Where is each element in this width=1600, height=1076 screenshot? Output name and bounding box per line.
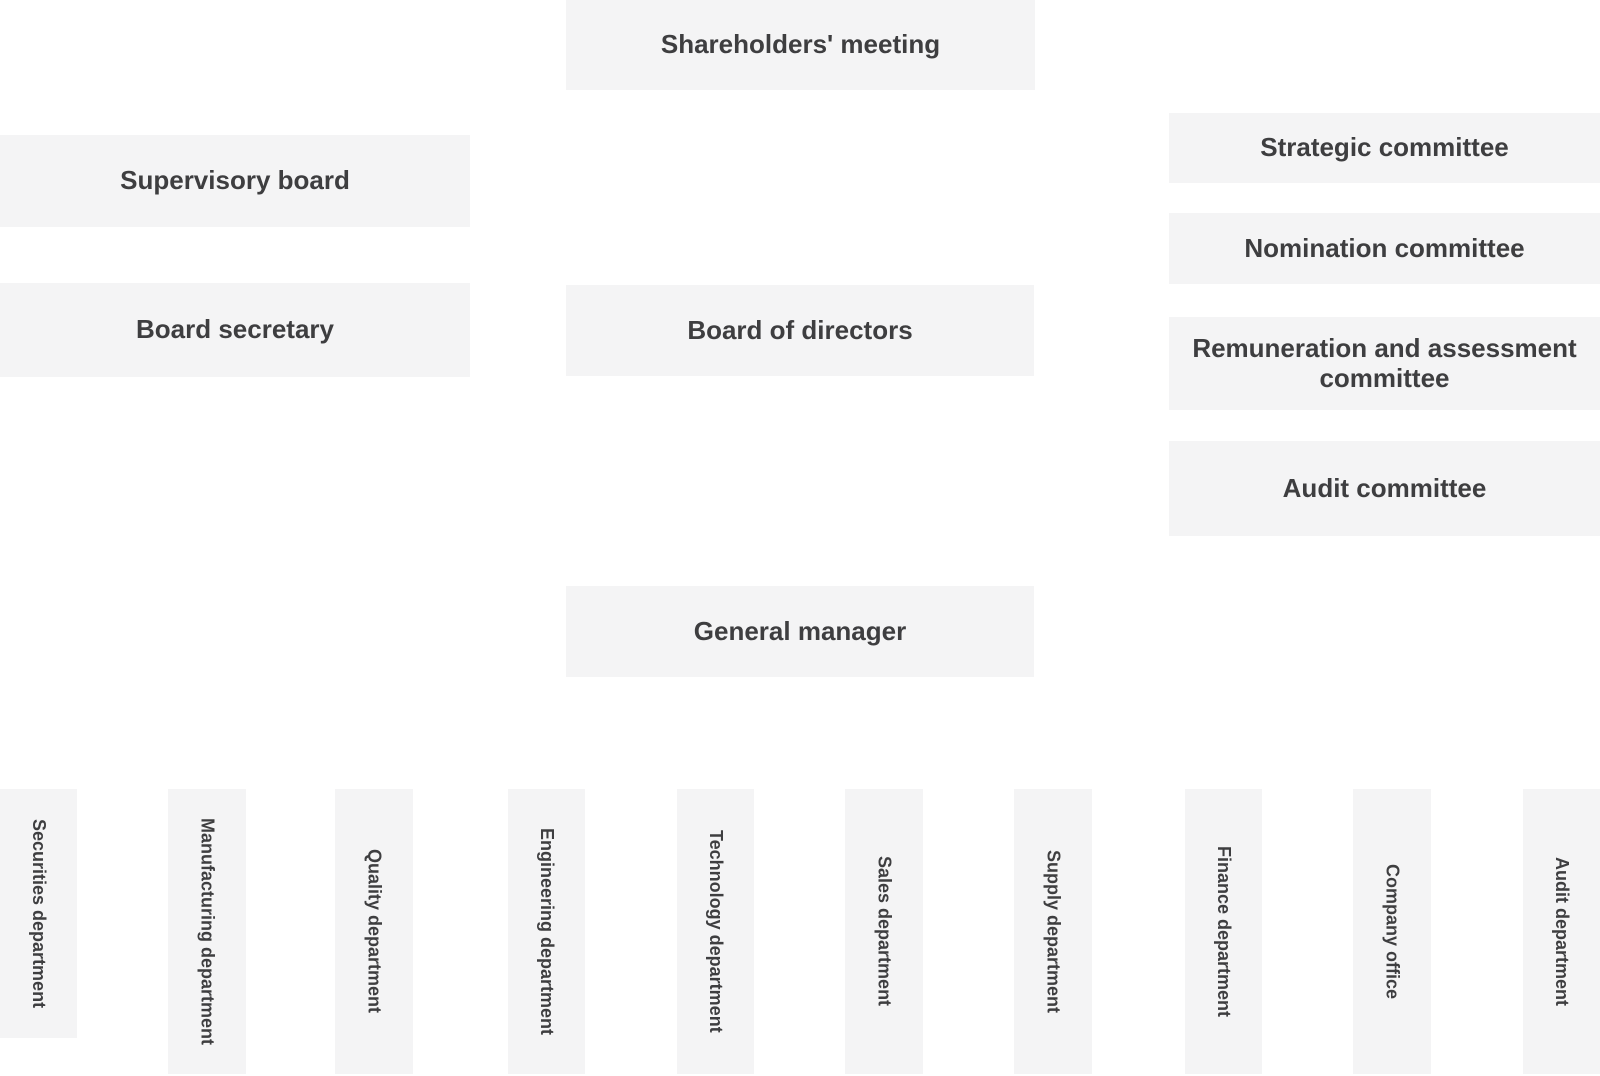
node-board-of-directors: [566, 285, 1034, 376]
node-label: Supervisory board: [120, 165, 350, 196]
node-label: Company office: [1382, 863, 1403, 1000]
node-label: Board secretary: [136, 314, 334, 345]
node-strategic-committee: [1169, 113, 1600, 183]
node-nomination-committee: [1169, 213, 1600, 284]
node-sales-department: [845, 789, 923, 1074]
node-finance-department: [1185, 789, 1262, 1074]
node-audit-committee: [1169, 441, 1600, 536]
node-company-office: [1353, 789, 1431, 1074]
node-label: Shareholders' meeting: [660, 29, 941, 60]
node-label: Manufacturing department: [197, 817, 218, 1045]
node-label: Engineering department: [537, 827, 557, 1036]
node-label: General manager: [693, 615, 907, 646]
node-label: Audit department: [1552, 856, 1572, 1006]
node-label: Finance department: [1214, 845, 1234, 1018]
node-label: Supply department: [1043, 849, 1064, 1014]
node-securities-department: [0, 789, 77, 1038]
node-label: Strategic committee: [1260, 132, 1509, 163]
node-manufacturing-department: [168, 789, 246, 1074]
node-audit-department: [1523, 789, 1600, 1074]
node-supervisory-board: [0, 135, 470, 227]
node-label: Quality department: [364, 849, 385, 1014]
node-label: Securities department: [29, 818, 49, 1009]
node-label: Audit committee: [1282, 472, 1487, 503]
node-label: Remuneration and assessment committee: [1192, 332, 1577, 393]
node-shareholders-meeting: [566, 0, 1035, 90]
node-label: Board of directors: [687, 314, 913, 345]
node-quality-department: [335, 789, 413, 1074]
node-board-secretary: [0, 283, 470, 377]
node-label: Technology department: [706, 830, 726, 1033]
node-label: Nomination committee: [1244, 232, 1525, 263]
node-technology-department: [677, 789, 754, 1074]
node-label: Sales department: [874, 856, 895, 1007]
node-remuneration-assessment-committee: [1169, 317, 1600, 410]
node-general-manager: [566, 586, 1034, 677]
node-engineering-department: [508, 789, 585, 1074]
node-supply-department: [1014, 789, 1092, 1074]
